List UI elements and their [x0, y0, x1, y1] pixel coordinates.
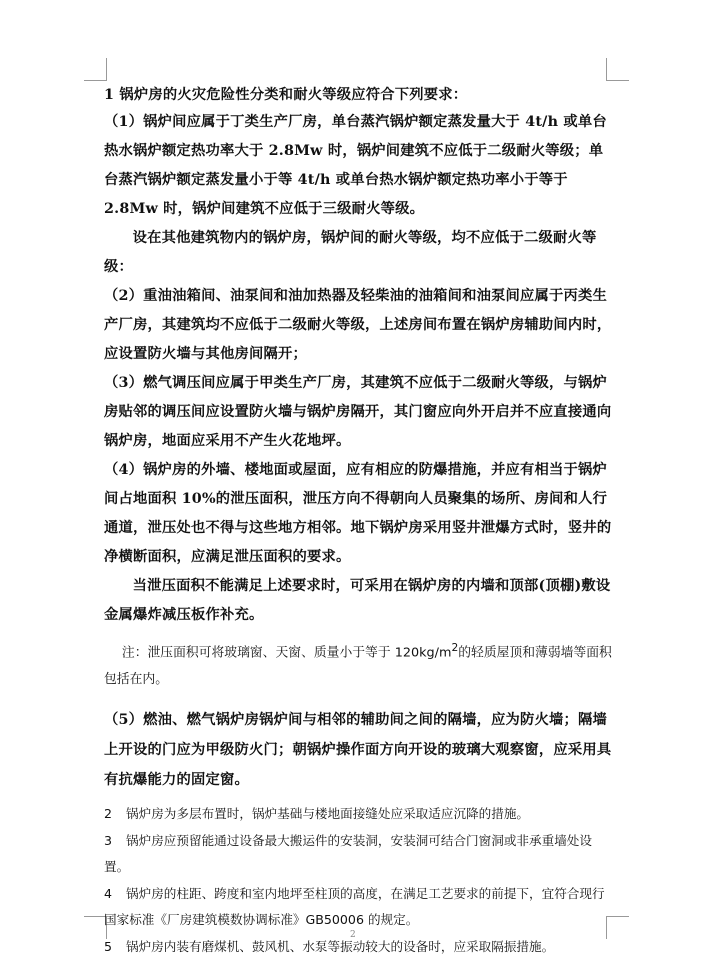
- note-superscript: 2: [451, 641, 459, 654]
- paragraph-other-buildings: 设在其他建筑物内的锅炉房，锅炉间的耐火等级，均不应低于二级耐火等级：: [104, 230, 597, 275]
- note-text-start: 注：泄压面积可将玻璃窗、天窗、质量小于等于 120kg/m: [121, 645, 452, 661]
- note-paragraph: [104, 634, 616, 693]
- paragraph-pressure-relief: 当泄压面积不能满足上述要求时，可采用在锅炉房的内墙和顶部(顶棚)敷设金属爆炸减压板作补充。: [104, 578, 611, 623]
- numbered-list: [104, 801, 616, 960]
- list-item: [104, 828, 616, 881]
- list-text: 锅炉房的柱距、跨度和室内地坪至柱顶的高度，在满足工艺要求的前提下，宜符合现行国家标准《厂房建筑模数协调标准》GB50006 的规定。: [104, 885, 605, 928]
- crop-mark-top-right: [606, 58, 629, 81]
- paragraph-item-3: （3）燃气调压间应属于甲类生产厂房，其建筑不应低于二级耐火等级，与锅炉房贴邻的调压间应设置防火墙与锅炉房隔开，其门窗应向外开启并不应直接通向锅炉房，地面应采用不产生火花地坪。: [104, 375, 612, 449]
- document-body: [104, 82, 616, 960]
- list-item: [104, 801, 616, 828]
- paragraph-item-1: （1）锅炉间应属于丁类生产厂房，单台蒸汽锅炉额定蒸发量大于 4t/h 或单台热水锅炉额定热功率大于 2.8Mw 时，锅炉间建筑不应低于二级耐火等级；单台蒸汽锅炉额定蒸发量小于等 4t/h 或单台热水锅炉额定热功率小于等于 2.8Mw 时，锅炉间建筑不应低于三级耐火等级。: [104, 114, 607, 217]
- section-heading: 1 锅炉房的火灾危险性分类和耐火等级应符合下列要求：: [104, 87, 468, 103]
- note-text-end: 的轻质屋顶和薄弱墙等面积包括在内。: [104, 645, 612, 688]
- list-item: [104, 934, 616, 960]
- list-text: 锅炉房应预留能通过设备最大搬运件的安装洞，安装洞可结合门窗洞或非承重墙处设置。: [104, 832, 592, 875]
- list-text: 锅炉房内装有磨煤机、鼓风机、水泵等振动较大的设备时，应采取隔振措施。: [126, 938, 555, 954]
- page-number: 2: [350, 930, 356, 940]
- paragraph-item-5: （5）燃油、燃气锅炉房锅炉间与相邻的辅助间之间的隔墙，应为防火墙；隔墙上开设的门应为甲级防火门；朝锅炉操作面方向开设的玻璃大观察窗，应采用具有抗爆能力的固定窗。: [104, 712, 612, 789]
- list-number: 4: [104, 885, 113, 901]
- crop-mark-top-left: [84, 58, 107, 81]
- list-number: 2: [104, 806, 113, 822]
- list-text: 锅炉房为多层布置时，锅炉基础与楼地面接缝处应采取适应沉降的措施。: [126, 806, 529, 822]
- list-item: [104, 881, 616, 934]
- paragraph-item-2: （2）重油油箱间、油泵间和油加热器及轻柴油的油箱间和油泵间应属于丙类生产厂房，其建筑均不应低于二级耐火等级，上述房间布置在锅炉房辅助间内时，应设置防火墙与其他房间隔开；: [104, 288, 612, 362]
- list-number: 3: [104, 832, 113, 848]
- list-number: 5: [104, 938, 113, 954]
- paragraph-item-4: （4）锅炉房的外墙、楼地面或屋面，应有相应的防爆措施，并应有相当于锅炉间占地面积 10%的泄压面积，泄压方向不得朝向人员聚集的场所、房间和人行通道，泄压处也不得与这些地方相邻。地下锅炉房采用竖井泄爆方式时，竖井的净横断面积，应满足泄压面积的要求。: [104, 462, 612, 565]
